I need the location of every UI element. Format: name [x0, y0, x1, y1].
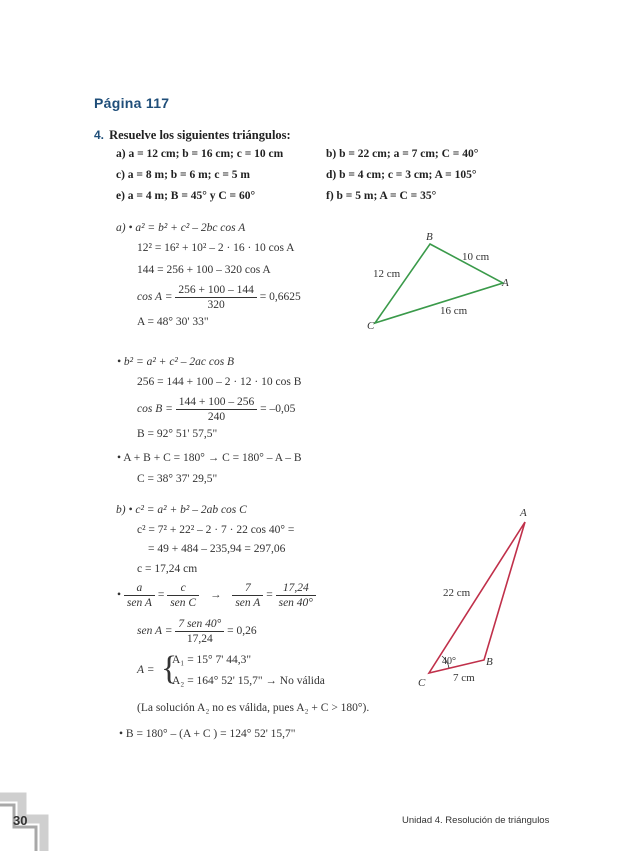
numerator: a: [124, 582, 155, 596]
problem-e: e) a = 4 m; B = 45° y C = 60°: [116, 190, 256, 202]
fraction: [175, 284, 257, 311]
cos-a-label: cos A =: [137, 291, 173, 304]
fig2-side-cb: 7 cm: [453, 672, 475, 684]
sen-a-label: sen A =: [137, 625, 173, 638]
footer-step-decoration: [0, 775, 75, 851]
fig2-label-a: A: [520, 507, 527, 519]
cos-b-label: cos B =: [137, 403, 173, 416]
fig1-side-bc: 12 cm: [373, 268, 401, 280]
exercise-statement: Resuelve los siguientes triángulos:: [109, 128, 291, 142]
fraction-c: [167, 582, 199, 609]
fig1-label-a: A: [502, 277, 509, 289]
sol-a-line-7: 256 = 144 + 100 – 2 · 12 · 10 cos B: [137, 376, 302, 388]
sol-a-line-1: a) • a² = b² + c² – 2bc cos A: [116, 222, 246, 234]
bullet: •: [117, 589, 122, 602]
problem-a: a) a = 12 cm; b = 16 cm; c = 10 cm: [116, 148, 284, 160]
sol-b-line-5: [117, 582, 316, 609]
exercise-header: [94, 124, 291, 143]
sol-b-a2: A₂ = 164° 52' 15,7" → No válida: [172, 675, 325, 687]
numerator: c: [167, 582, 199, 596]
equals: =: [266, 589, 273, 602]
problem-b: b) b = 22 cm; a = 7 cm; C = 40°: [326, 148, 479, 160]
fig1-label-b: B: [426, 231, 433, 243]
fraction: [176, 396, 258, 423]
footer-unit-title: Unidad 4. Resolución de triángulos: [402, 815, 550, 826]
fig2-side-ac: 22 cm: [443, 587, 471, 599]
triangle-figure-a: [360, 228, 520, 340]
fig2-label-c: C: [418, 677, 426, 689]
brace: {: [161, 650, 178, 687]
denominator: 240: [207, 411, 226, 423]
fraction-1724: [276, 582, 316, 609]
fig2-label-b: B: [486, 656, 493, 668]
numerator: 256 + 100 – 144: [175, 284, 257, 298]
problem-d: d) b = 4 cm; c = 3 cm; A = 105°: [326, 169, 477, 181]
sol-a-line-8: [137, 396, 295, 423]
problem-c: c) a = 8 m; b = 6 m; c = 5 m: [116, 169, 250, 181]
fraction: [175, 618, 224, 645]
sol-b-line-6: [137, 618, 257, 645]
equals: =: [157, 589, 165, 602]
fig1-side-ca: 16 cm: [440, 305, 468, 317]
numerator: 17,24: [276, 582, 316, 596]
sol-b-line-2: c² = 7² + 22² – 2 · 7 · 22 cos 40° =: [137, 524, 295, 536]
denominator: sen A: [235, 597, 261, 609]
sol-a-line-5: A = 48° 30' 33": [137, 316, 209, 328]
denominator: 320: [207, 299, 225, 311]
sol-b-line-8: (La solución A₂ no es válida, pues A₂ + C > 180°).: [137, 702, 370, 714]
result: = 0,6625: [259, 291, 301, 304]
denominator: 17,24: [186, 633, 213, 645]
numerator: 7 sen 40°: [175, 618, 224, 632]
sol-b-a1: A₁ = 15° 7' 44,3": [172, 654, 252, 666]
sol-b-line-4: c = 17,24 cm: [137, 563, 198, 575]
sol-b-line-9: • B = 180° – (A + C ) = 124° 52' 15,7": [119, 728, 296, 740]
fraction-a: [124, 582, 155, 609]
denominator: sen C: [170, 597, 197, 609]
fig1-side-ba: 10 cm: [462, 251, 490, 263]
sol-a-line-3: 144 = 256 + 100 – 320 cos A: [137, 264, 271, 276]
sol-a-line-9: B = 92° 51' 57,5": [137, 428, 218, 440]
result: = –0,05: [260, 403, 296, 416]
sol-b-a-label: A =: [137, 664, 155, 676]
numerator: 144 + 100 – 256: [176, 396, 258, 410]
fig1-label-c: C: [367, 320, 375, 332]
result: = 0,26: [227, 625, 257, 638]
arrow: →: [209, 589, 222, 602]
sol-a-line-2: 12² = 16² + 10² – 2 · 16 · 10 cos A: [137, 242, 295, 254]
sol-a-line-11: C = 38° 37' 29,5": [137, 473, 218, 485]
sol-a-line-10: • A + B + C = 180° → C = 180° – A – B: [117, 452, 302, 464]
exercise-number: 4.: [94, 128, 105, 142]
numerator: 7: [232, 582, 263, 596]
fraction-7: [232, 582, 263, 609]
page-number: 30: [13, 813, 28, 828]
sol-b-line-3: = 49 + 484 – 235,94 = 297,06: [148, 543, 286, 555]
sol-a-line-6: • b² = a² + c² – 2ac cos B: [117, 356, 235, 368]
denominator: sen 40°: [278, 597, 313, 609]
denominator: sen A: [126, 597, 152, 609]
page-title: Página 117: [94, 95, 170, 111]
fig2-angle-label: 40°: [442, 656, 456, 667]
sol-a-line-4: [137, 284, 301, 311]
problem-f: f) b = 5 m; A = C = 35°: [326, 190, 437, 202]
sol-b-line-1: b) • c² = a² + b² – 2ab cos C: [116, 504, 247, 516]
